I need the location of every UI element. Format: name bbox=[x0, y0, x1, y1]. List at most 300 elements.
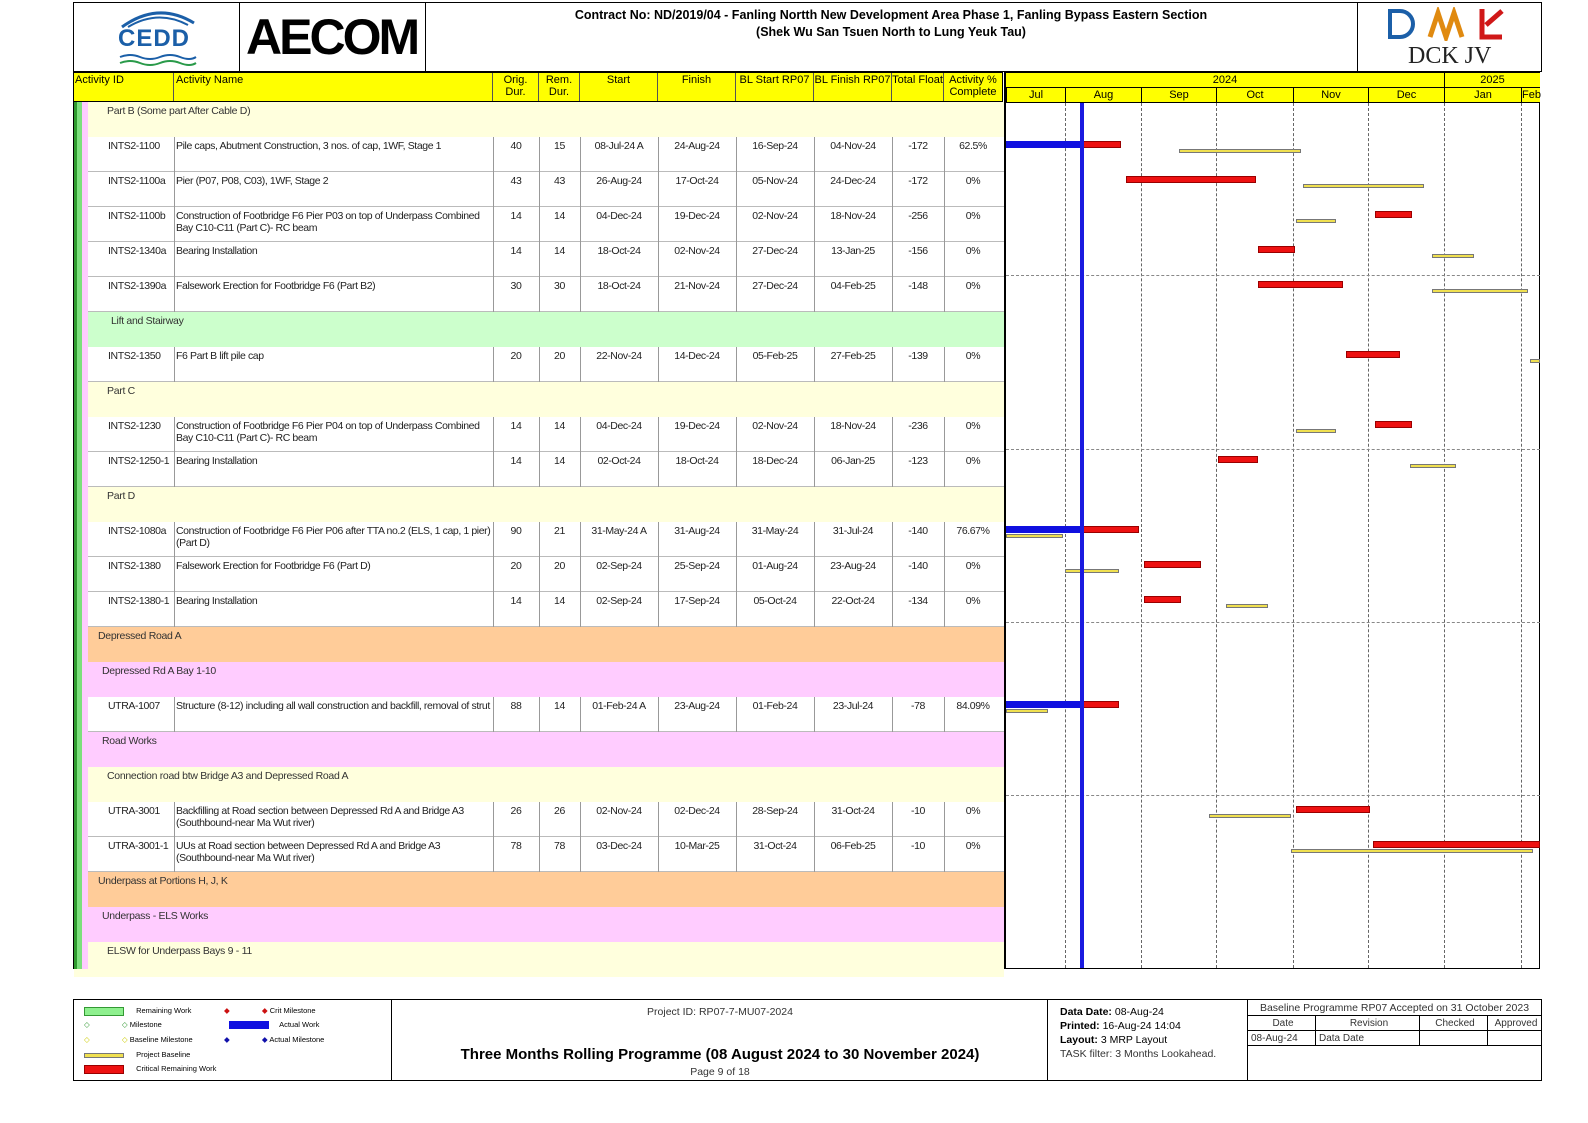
column-divider bbox=[580, 557, 581, 592]
year-2024: 2024 bbox=[1006, 73, 1444, 88]
column-divider bbox=[174, 347, 175, 382]
column-divider bbox=[892, 697, 893, 732]
bl-finish-date: 31-Oct-24 bbox=[831, 805, 875, 817]
activity-name: Construction of Footbridge F6 Pier P03 on top of Underpass Combined Bay C10-C11 (Part C)- RC beam bbox=[176, 210, 480, 234]
column-divider bbox=[736, 522, 737, 557]
column-divider bbox=[892, 137, 893, 172]
col-activity-name[interactable]: Activity Name bbox=[174, 73, 493, 101]
month-jan: Jan bbox=[1444, 88, 1521, 102]
orig-dur: 43 bbox=[510, 175, 522, 187]
column-divider bbox=[174, 557, 175, 592]
rem-dur: 21 bbox=[554, 525, 565, 537]
column-divider bbox=[892, 452, 893, 487]
month-jul: Jul bbox=[1006, 88, 1065, 102]
legend-remaining-label: Remaining Work bbox=[136, 1006, 192, 1015]
layout-label: Layout: bbox=[1060, 1034, 1098, 1046]
rem-dur: 26 bbox=[554, 805, 565, 817]
column-divider bbox=[580, 137, 581, 172]
column-divider bbox=[944, 557, 945, 592]
column-divider bbox=[174, 207, 175, 242]
activity-id: UTRA-3001 bbox=[108, 805, 160, 817]
month-sep: Sep bbox=[1141, 88, 1216, 102]
group-row bbox=[74, 382, 1004, 417]
critical-remaining-bar bbox=[1082, 141, 1121, 148]
column-divider bbox=[539, 207, 540, 242]
pct-complete: 0% bbox=[965, 805, 981, 817]
col-start[interactable]: Start bbox=[580, 73, 658, 101]
column-divider bbox=[539, 417, 540, 452]
col-bl-start[interactable]: BL Start RP07 bbox=[736, 73, 814, 101]
start-date: 03-Dec-24 bbox=[596, 840, 642, 852]
column-divider bbox=[539, 277, 540, 312]
bl-start-date: 16-Sep-24 bbox=[752, 140, 798, 152]
column-divider bbox=[892, 277, 893, 312]
bl-finish-date: 31-Jul-24 bbox=[832, 525, 874, 537]
total-float: -123 bbox=[908, 455, 928, 467]
footer-center bbox=[392, 1000, 1048, 1080]
legend-crit-milestone-label: Crit Milestone bbox=[269, 1006, 316, 1015]
crit-milestone-icon: ◆ bbox=[224, 1006, 230, 1015]
legend-baseline-milestone bbox=[84, 1033, 193, 1047]
pct-complete: 0% bbox=[965, 210, 981, 222]
table-row[interactable] bbox=[74, 207, 1004, 242]
column-divider bbox=[493, 452, 494, 487]
rev-revision: Data Date bbox=[1316, 1031, 1420, 1046]
column-divider bbox=[580, 417, 581, 452]
start-date: 02-Sep-24 bbox=[596, 560, 642, 572]
table-row[interactable] bbox=[74, 837, 1004, 872]
activity-id: INTS2-1230 bbox=[108, 420, 161, 432]
group-label: Underpass at Portions H, J, K bbox=[98, 875, 228, 887]
column-divider bbox=[944, 277, 945, 312]
column-divider bbox=[174, 137, 175, 172]
table-row[interactable] bbox=[74, 277, 1004, 312]
start-date: 01-Feb-24 A bbox=[592, 700, 646, 712]
pct-complete: 0% bbox=[965, 175, 981, 187]
column-divider bbox=[658, 802, 659, 837]
rem-dur: 14 bbox=[554, 595, 565, 607]
column-divider bbox=[493, 837, 494, 872]
activity-id: INTS2-1380-1 bbox=[108, 595, 170, 607]
column-divider bbox=[736, 592, 737, 627]
table-header bbox=[73, 72, 1003, 102]
activity-id: UTRA-1007 bbox=[108, 700, 160, 712]
month-dec: Dec bbox=[1368, 88, 1444, 102]
actual-milestone-icon-2: ◆ bbox=[261, 1035, 268, 1044]
rem-dur: 14 bbox=[554, 210, 565, 222]
finish-date: 14-Dec-24 bbox=[674, 350, 720, 362]
column-divider bbox=[736, 837, 737, 872]
column-divider bbox=[944, 697, 945, 732]
group-label: ELSW for Underpass Bays 9 - 11 bbox=[107, 945, 252, 957]
column-divider bbox=[539, 837, 540, 872]
page-header bbox=[73, 2, 1542, 72]
column-divider bbox=[892, 522, 893, 557]
baseline-bar bbox=[1432, 254, 1474, 258]
pct-complete: 0% bbox=[965, 840, 981, 852]
column-divider bbox=[892, 172, 893, 207]
finish-date: 21-Nov-24 bbox=[674, 280, 720, 292]
baseline-bar bbox=[1432, 289, 1528, 293]
table-row[interactable] bbox=[74, 137, 1004, 172]
column-divider bbox=[580, 697, 581, 732]
total-float: -172 bbox=[908, 175, 928, 187]
column-divider bbox=[944, 452, 945, 487]
critical-remaining-bar bbox=[1375, 421, 1412, 428]
col-orig-dur[interactable]: Orig. Dur. bbox=[493, 73, 539, 101]
critical-remaining-bar bbox=[1373, 841, 1540, 848]
critical-remaining-bar bbox=[1144, 561, 1202, 568]
month-nov: Nov bbox=[1293, 88, 1368, 102]
legend-actual-work bbox=[229, 1018, 319, 1032]
group-row bbox=[74, 312, 1004, 347]
table-row[interactable] bbox=[74, 172, 1004, 207]
rev-header-approved: Approved bbox=[1488, 1016, 1541, 1031]
col-bl-finish[interactable]: BL Finish RP07 bbox=[814, 73, 892, 101]
column-divider bbox=[493, 522, 494, 557]
total-float: -256 bbox=[908, 210, 928, 222]
orig-dur: 88 bbox=[510, 700, 522, 712]
column-divider bbox=[539, 452, 540, 487]
column-divider bbox=[539, 172, 540, 207]
dck-emblem-icon bbox=[1386, 7, 1516, 41]
cedd-water-icon bbox=[118, 53, 198, 67]
legend-actual-milestone bbox=[224, 1033, 324, 1047]
column-divider bbox=[539, 592, 540, 627]
dck-logo bbox=[1357, 3, 1541, 71]
activity-name: Falsework Erection for Footbridge F6 (Part D) bbox=[176, 560, 371, 572]
start-date: 04-Dec-24 bbox=[596, 210, 642, 222]
baseline-bar bbox=[1410, 464, 1457, 468]
start-date: 22-Nov-24 bbox=[596, 350, 642, 362]
column-divider bbox=[736, 137, 737, 172]
group-label: Underpass - ELS Works bbox=[102, 910, 209, 922]
rem-dur: 14 bbox=[554, 420, 565, 432]
column-divider bbox=[814, 277, 815, 312]
column-divider bbox=[658, 277, 659, 312]
page-footer bbox=[73, 999, 1542, 1081]
column-divider bbox=[736, 347, 737, 382]
column-divider bbox=[814, 557, 815, 592]
total-float: -10 bbox=[911, 840, 925, 852]
column-divider bbox=[658, 592, 659, 627]
column-divider bbox=[539, 137, 540, 172]
activity-id: INTS2-1340a bbox=[108, 245, 167, 257]
baseline-bar bbox=[1065, 569, 1119, 573]
activity-name: Bearing Installation bbox=[176, 245, 258, 257]
rev-date: 08-Aug-24 bbox=[1248, 1031, 1316, 1046]
table-row[interactable] bbox=[74, 452, 1004, 487]
activity-id: INTS2-1390a bbox=[108, 280, 167, 292]
column-divider bbox=[814, 242, 815, 277]
column-divider bbox=[539, 347, 540, 382]
actual-bar bbox=[1006, 701, 1082, 708]
total-float: -140 bbox=[908, 560, 928, 572]
column-divider bbox=[892, 347, 893, 382]
column-divider bbox=[539, 802, 540, 837]
revision-block bbox=[1248, 1000, 1541, 1080]
column-divider bbox=[493, 592, 494, 627]
start-date: 02-Nov-24 bbox=[596, 805, 642, 817]
finish-date: 18-Oct-24 bbox=[675, 455, 719, 467]
rev-header-date: Date bbox=[1248, 1016, 1316, 1031]
col-rem-dur[interactable]: Rem. Dur. bbox=[539, 73, 580, 101]
column-divider bbox=[736, 452, 737, 487]
rem-dur: 20 bbox=[554, 560, 565, 572]
rem-dur: 78 bbox=[554, 840, 565, 852]
total-float: -148 bbox=[908, 280, 928, 292]
dck-logo-text: DCK JV bbox=[1408, 43, 1492, 69]
finish-date: 24-Aug-24 bbox=[674, 140, 720, 152]
bl-finish-date: 06-Feb-25 bbox=[830, 840, 876, 852]
data-date-label: Data Date: bbox=[1060, 1006, 1112, 1018]
aecom-logo bbox=[240, 3, 426, 71]
rem-dur: 30 bbox=[554, 280, 565, 292]
legend-critical-remaining bbox=[84, 1062, 216, 1076]
total-float: -156 bbox=[908, 245, 928, 257]
baseline-bar bbox=[1006, 534, 1063, 538]
group-label: Lift and Stairway bbox=[111, 315, 184, 327]
cedd-logo bbox=[74, 3, 240, 71]
start-date: 26-Aug-24 bbox=[596, 175, 642, 187]
column-divider bbox=[892, 557, 893, 592]
group-row bbox=[74, 872, 1004, 907]
legend-remaining-swatch bbox=[84, 1007, 124, 1016]
group-label: Part B (Some part After Cable D) bbox=[107, 105, 251, 117]
rev-approved bbox=[1488, 1031, 1541, 1046]
table-row[interactable] bbox=[74, 417, 1004, 452]
legend-milestone bbox=[84, 1018, 162, 1032]
column-divider bbox=[580, 242, 581, 277]
start-date: 02-Sep-24 bbox=[596, 595, 642, 607]
pct-complete: 0% bbox=[965, 350, 981, 362]
column-divider bbox=[658, 207, 659, 242]
table-row[interactable] bbox=[74, 242, 1004, 277]
column-divider bbox=[814, 417, 815, 452]
bl-start-date: 01-Aug-24 bbox=[752, 560, 798, 572]
column-divider bbox=[892, 242, 893, 277]
month-oct: Oct bbox=[1216, 88, 1293, 102]
column-divider bbox=[944, 242, 945, 277]
start-date: 04-Dec-24 bbox=[596, 420, 642, 432]
activity-name: Pile caps, Abutment Construction, 3 nos. of cap, 1WF, Stage 1 bbox=[176, 140, 442, 152]
bl-finish-date: 23-Aug-24 bbox=[830, 560, 876, 572]
column-divider bbox=[814, 837, 815, 872]
activity-id: INTS2-1080a bbox=[108, 525, 167, 537]
activity-id: INTS2-1100b bbox=[108, 210, 166, 222]
bl-finish-date: 06-Jan-25 bbox=[831, 455, 875, 467]
pct-complete: 0% bbox=[965, 560, 981, 572]
finish-date: 17-Sep-24 bbox=[674, 595, 720, 607]
total-float: -134 bbox=[908, 595, 928, 607]
milestone-icon: ◇ bbox=[84, 1020, 90, 1029]
column-divider bbox=[736, 242, 737, 277]
cedd-logo-text: CEDD bbox=[118, 25, 191, 52]
baseline-milestone-icon: ◇ bbox=[84, 1035, 90, 1044]
baseline-bar bbox=[1226, 604, 1268, 608]
pct-complete: 0% bbox=[965, 595, 981, 607]
table-row[interactable] bbox=[74, 522, 1004, 557]
column-divider bbox=[814, 207, 815, 242]
activity-table bbox=[73, 102, 1003, 969]
table-row[interactable] bbox=[74, 802, 1004, 837]
finish-date: 31-Aug-24 bbox=[674, 525, 720, 537]
rev-header-checked: Checked bbox=[1420, 1016, 1488, 1031]
footer-info bbox=[1048, 1000, 1248, 1080]
column-divider bbox=[736, 417, 737, 452]
column-divider bbox=[493, 277, 494, 312]
column-divider bbox=[174, 277, 175, 312]
group-row bbox=[74, 907, 1004, 942]
column-divider bbox=[493, 557, 494, 592]
table-row[interactable] bbox=[74, 592, 1004, 627]
orig-dur: 26 bbox=[510, 805, 522, 817]
activity-name: Pier (P07, P08, C03), 1WF, Stage 2 bbox=[176, 175, 329, 187]
orig-dur: 20 bbox=[510, 350, 522, 362]
column-divider bbox=[174, 592, 175, 627]
column-divider bbox=[174, 837, 175, 872]
legend-baseline-milestone-label: Baseline Milestone bbox=[129, 1035, 193, 1044]
wbs-band bbox=[82, 102, 88, 969]
column-divider bbox=[736, 802, 737, 837]
column-divider bbox=[493, 172, 494, 207]
orig-dur: 14 bbox=[510, 420, 522, 432]
column-divider bbox=[658, 452, 659, 487]
total-float: -10 bbox=[911, 805, 925, 817]
activity-name: Bearing Installation bbox=[176, 455, 258, 467]
orig-dur: 14 bbox=[510, 455, 522, 467]
pct-complete: 0% bbox=[965, 280, 981, 292]
column-divider bbox=[539, 522, 540, 557]
group-row bbox=[74, 487, 1004, 522]
column-divider bbox=[814, 347, 815, 382]
group-row bbox=[74, 627, 1004, 662]
finish-date: 02-Nov-24 bbox=[674, 245, 720, 257]
finish-date: 19-Dec-24 bbox=[674, 210, 720, 222]
bl-finish-date: 22-Oct-24 bbox=[831, 595, 875, 607]
legend-project-baseline-label: Project Baseline bbox=[136, 1050, 191, 1059]
group-label: Connection road btw Bridge A3 and Depressed Road A bbox=[107, 770, 349, 782]
milestone-icon-2: ◇ bbox=[121, 1020, 128, 1029]
group-row bbox=[74, 102, 1004, 137]
layout-value: 3 MRP Layout bbox=[1100, 1034, 1168, 1046]
column-divider bbox=[944, 837, 945, 872]
column-divider bbox=[580, 802, 581, 837]
group-label: Part C bbox=[107, 385, 135, 397]
pct-complete: 62.5% bbox=[959, 140, 987, 152]
rem-dur: 20 bbox=[554, 350, 565, 362]
rev-header-revision: Revision bbox=[1316, 1016, 1420, 1031]
column-divider bbox=[174, 417, 175, 452]
column-divider bbox=[539, 557, 540, 592]
year-2025: 2025 bbox=[1444, 73, 1540, 88]
column-divider bbox=[658, 137, 659, 172]
column-divider bbox=[736, 277, 737, 312]
column-divider bbox=[944, 137, 945, 172]
column-divider bbox=[814, 172, 815, 207]
column-divider bbox=[580, 172, 581, 207]
actual-bar bbox=[1006, 141, 1082, 148]
column-divider bbox=[658, 242, 659, 277]
col-pct-complete[interactable]: Activity % Complete bbox=[949, 74, 997, 98]
column-divider bbox=[580, 452, 581, 487]
table-row[interactable] bbox=[74, 347, 1004, 382]
total-float: -140 bbox=[908, 525, 928, 537]
column-divider bbox=[736, 207, 737, 242]
column-divider bbox=[580, 347, 581, 382]
start-date: 18-Oct-24 bbox=[597, 245, 641, 257]
finish-date: 23-Aug-24 bbox=[674, 700, 720, 712]
start-date: 08-Jul-24 A bbox=[594, 140, 644, 152]
baseline-bar bbox=[1296, 219, 1336, 223]
bl-start-date: 02-Nov-24 bbox=[752, 210, 798, 222]
baseline-bar bbox=[1296, 429, 1336, 433]
activity-name: Backfilling at Road section between Depressed Rd A and Bridge A3 (Southbound-near Ma Wut river) bbox=[176, 805, 464, 829]
critical-remaining-bar bbox=[1082, 526, 1138, 533]
rev-checked bbox=[1420, 1031, 1488, 1046]
col-finish[interactable]: Finish bbox=[658, 73, 736, 101]
column-divider bbox=[658, 557, 659, 592]
finish-date: 02-Dec-24 bbox=[674, 805, 720, 817]
column-divider bbox=[892, 207, 893, 242]
orig-dur: 14 bbox=[510, 595, 522, 607]
legend-actual-work-label: Actual Work bbox=[279, 1020, 320, 1029]
critical-remaining-bar bbox=[1082, 701, 1119, 708]
group-label: Depressed Road A bbox=[98, 630, 182, 642]
bl-start-date: 28-Sep-24 bbox=[752, 805, 798, 817]
legend-actual-milestone-label: Actual Milestone bbox=[269, 1035, 325, 1044]
table-row[interactable] bbox=[74, 557, 1004, 592]
bl-start-date: 05-Feb-25 bbox=[752, 350, 798, 362]
column-divider bbox=[174, 802, 175, 837]
column-divider bbox=[658, 522, 659, 557]
activity-id: UTRA-3001-1 bbox=[108, 840, 169, 852]
column-divider bbox=[814, 522, 815, 557]
col-total-float[interactable]: Total Float bbox=[892, 73, 944, 101]
column-divider bbox=[539, 242, 540, 277]
column-divider bbox=[493, 207, 494, 242]
orig-dur: 20 bbox=[510, 560, 522, 572]
column-divider bbox=[944, 207, 945, 242]
rem-dur: 14 bbox=[554, 700, 565, 712]
column-divider bbox=[892, 417, 893, 452]
column-divider bbox=[174, 242, 175, 277]
critical-remaining-bar bbox=[1346, 351, 1400, 358]
column-divider bbox=[944, 592, 945, 627]
column-divider bbox=[814, 697, 815, 732]
activity-name: F6 Part B lift pile cap bbox=[176, 350, 264, 362]
baseline-bar bbox=[1209, 814, 1291, 818]
bl-finish-date: 04-Feb-25 bbox=[830, 280, 876, 292]
activity-id: INTS2-1100 bbox=[108, 140, 160, 152]
column-divider bbox=[736, 172, 737, 207]
critical-remaining-bar bbox=[1126, 176, 1255, 183]
programme-title: Three Months Rolling Programme (08 August 2024 to 30 November 2024) bbox=[460, 1046, 980, 1063]
column-divider bbox=[944, 347, 945, 382]
total-float: -139 bbox=[908, 350, 928, 362]
baseline-bar bbox=[1006, 709, 1048, 713]
table-row[interactable] bbox=[74, 697, 1004, 732]
column-divider bbox=[814, 802, 815, 837]
start-date: 18-Oct-24 bbox=[597, 280, 641, 292]
column-divider bbox=[580, 277, 581, 312]
legend bbox=[74, 1000, 392, 1080]
col-activity-id[interactable]: Activity ID bbox=[74, 73, 174, 101]
column-divider bbox=[580, 837, 581, 872]
bl-start-date: 31-May-24 bbox=[751, 525, 799, 537]
printed-value: 16-Aug-24 14:04 bbox=[1102, 1020, 1181, 1032]
orig-dur: 14 bbox=[510, 210, 522, 222]
